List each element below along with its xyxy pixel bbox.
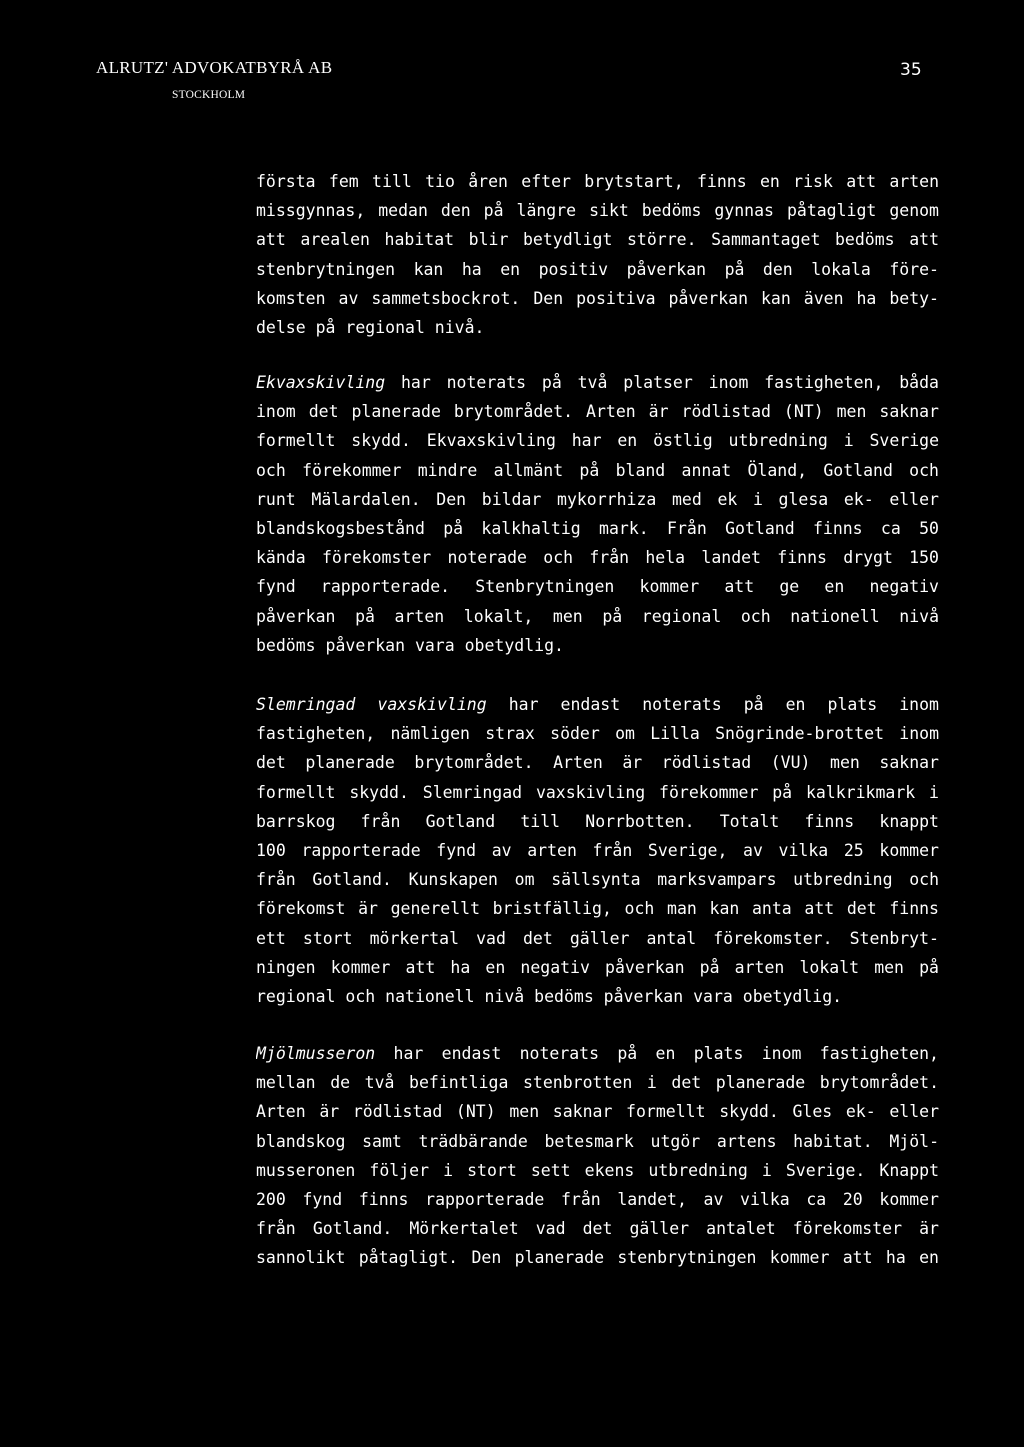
text-line: missgynnas, medan den på längre sikt bedöms gynnas påtagligt genom [256,201,939,221]
text-line: 100 rapporterade fynd av arten från Sverige, av vilka 25 kommer [256,840,939,860]
text-line [256,1039,939,1068]
text-line: formellt skydd. Ekvaxskivling har en östlig utbredning i Sverige [256,431,939,451]
text-line: ningen kommer att ha en negativ påverkan på arten lokalt men på [256,957,939,977]
text-line: delse på regional nivå. [256,317,485,337]
text-line: Arten är rödlistad (NT) men saknar formellt skydd. Gles ek- eller [256,1102,939,1122]
paragraph-mjolmusseron [256,1039,939,1273]
text-line: runt Mälardalen. Den bildar mykorrhiza med ek i glesa ek- eller [256,489,939,509]
text-line: 200 fynd finns rapporterade från landet, av vilka ca 20 kommer [256,1189,939,1209]
text-line: komsten av sammetsbockrot. Den positiva påverkan kan även ha bety- [256,288,939,308]
text-line [256,690,939,719]
text-line: formellt skydd. Slemringad vaxskivling förekommer på kalkrikmark i [256,782,939,802]
text-line: fastigheten, nämligen strax söder om Lilla Snögrinde-brottet inom [256,724,939,744]
text-span: har noterats på två platser inom fastigheten, båda [385,373,939,392]
text-line: ett stort mörkertal vad det gäller antal förekomster. Stenbryt- [256,928,939,948]
text-line: blandskogsbestånd på kalkhaltig mark. Från Gotland finns ca 50 [256,518,939,538]
text-line: regional och nationell nivå bedöms påverkan vara obetydlig. [256,986,843,1006]
text-line: inom det planerade brytområdet. Arten är rödlistad (NT) men saknar [256,402,939,422]
text-line: första fem till tio åren efter brytstart, finns en risk att arten [256,172,939,191]
species-name: Slemringad vaxskivling [256,695,487,714]
text-line: påverkan på arten lokalt, men på regional och nationell nivå [256,606,939,626]
text-line: att arealen habitat blir betydligt större. Sammantaget bedöms att [256,230,939,250]
text-line: och förekommer mindre allmänt på bland annat Öland, Gotland och [256,460,939,480]
text-line: fynd rapporterade. Stenbrytningen kommer att ge en negativ [256,577,939,597]
text-line: kända förekomster noterade och från hela landet finns drygt 150 [256,548,939,568]
paragraph-slemringad-vaxskivling [256,690,939,1011]
paragraph-sammetsbockrot-conclusion [256,167,939,342]
paragraph-ekvaxskivling [256,368,939,660]
text-line: stenbrytningen kan ha en positiv påverkan på den lokala före- [256,259,939,279]
text-line: det planerade brytområdet. Arten är rödlistad (VU) men saknar [256,753,939,773]
firm-city: STOCKHOLM [172,89,246,101]
page-number: 35 [900,60,922,80]
species-name: Ekvaxskivling [256,373,386,392]
text-line: från Gotland. Mörkertalet vad det gäller antalet förekomster är [256,1219,939,1239]
firm-name: ALRUTZ' ADVOKATBYRÅ AB [96,58,333,77]
text-line: blandskog samt trädbärande betesmark utgör artens habitat. Mjöl- [256,1131,939,1151]
text-line: förekomst är generellt bristfällig, och man kan anta att det finns [256,899,939,919]
text-line: musseronen följer i stort sett ekens utbredning i Sverige. Knappt [256,1160,939,1180]
text-span: har endast noterats på en plats inom [486,695,939,714]
text-line: barrskog från Gotland till Norrbotten. Totalt finns knappt [256,811,939,831]
text-line: från Gotland. Kunskapen om sällsynta marksvampars utbredning och [256,870,939,890]
species-name: Mjölmusseron [256,1044,376,1063]
text-span: har endast noterats på en plats inom fastigheten, [375,1044,939,1063]
text-line [256,368,939,397]
text-line: sannolikt påtagligt. Den planerade stenbrytningen kommer att ha en [256,1248,939,1268]
text-line: bedöms påverkan vara obetydlig. [256,635,564,655]
text-line: mellan de två befintliga stenbrotten i det planerade brytområdet. [256,1073,939,1093]
